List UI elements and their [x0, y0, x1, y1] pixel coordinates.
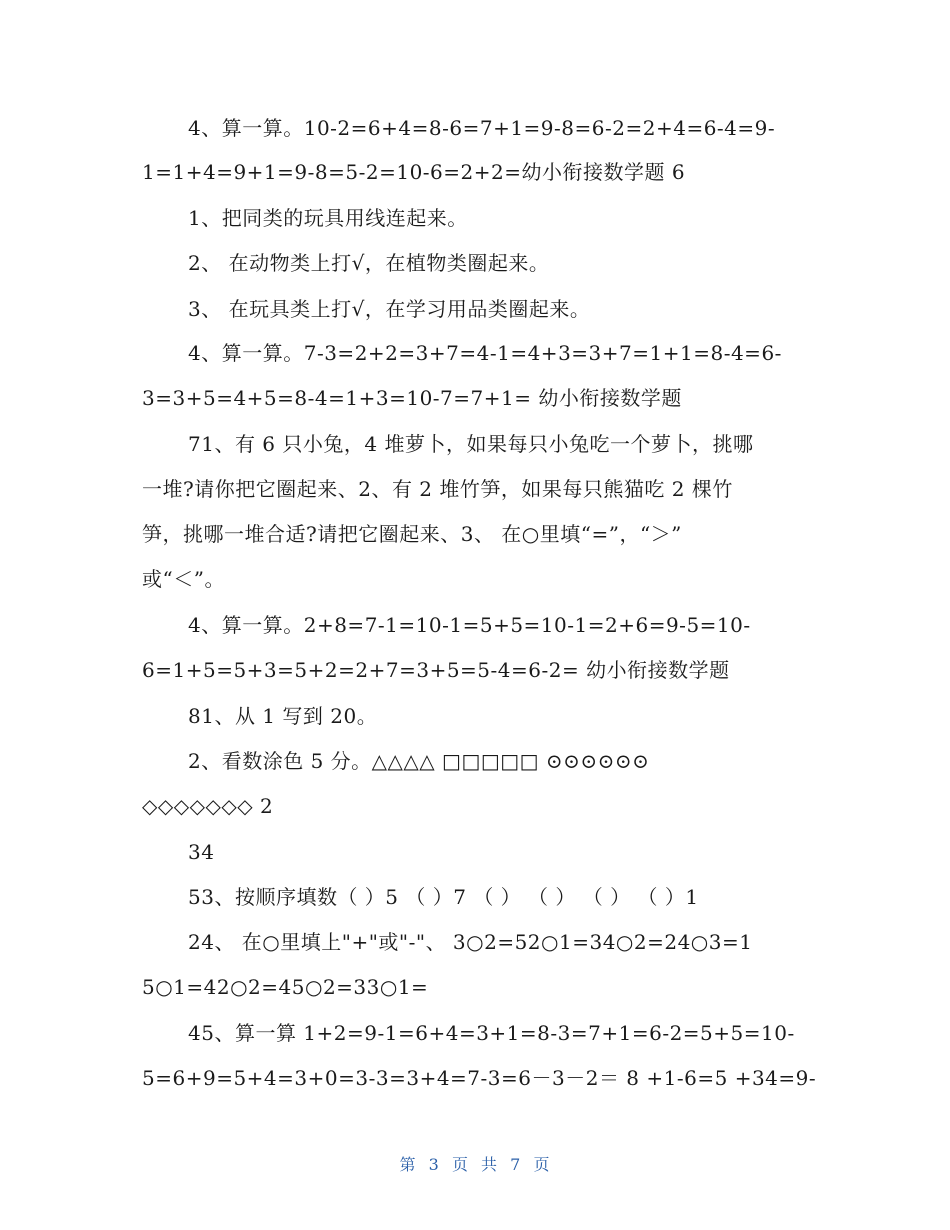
text-line: 5=6+9=5+4=3+0=3-3=3+4=7-3=6－3－2＝ 8 +1-6=5 +34=9-: [142, 1066, 817, 1090]
text-line: 4、算一算。10-2=6+4=8-6=7+1=9-8=6-2=2+4=6-4=9-: [188, 116, 776, 140]
text-line: 53、按顺序填数（ ）5 （ ）7 （ ） （ ） （ ） （ ）1: [188, 885, 699, 909]
text-line: 4、算一算。7-3=2+2=3+7=4-1=4+3=3+7=1+1=8-4=6-: [188, 341, 782, 365]
page-footer: [0, 1152, 950, 1175]
footer-total-label: 共: [481, 1155, 499, 1174]
text-line: 3=3+5=4+5=8-4=1+3=10-7=7+1= 幼小衔接数学题: [142, 386, 682, 410]
text-line: 5○1=42○2=45○2=33○1=: [142, 975, 429, 999]
text-line: 6=1+5=5+3=5+2=2+7=3+5=5-4=6-2= 幼小衔接数学题: [142, 658, 730, 682]
footer-current-page: 3: [428, 1155, 440, 1174]
text-line: 3、 在玩具类上打√，在学习用品类圈起来。: [188, 297, 591, 321]
text-line: 4、算一算。2+8=7-1=10-1=5+5=10-1=2+6=9-5=10-: [188, 613, 751, 637]
text-line: 2、 在动物类上打√，在植物类圈起来。: [188, 251, 550, 275]
text-line: 1=1+4=9+1=9-8=5-2=10-6=2+2=幼小衔接数学题 6: [142, 160, 686, 184]
text-line: 2、看数涂色 5 分。△△△△ □□□□□ ⊙⊙⊙⊙⊙⊙: [188, 749, 650, 773]
footer-total-pages: 7: [510, 1155, 522, 1174]
footer-suffix: 页: [533, 1155, 551, 1174]
text-line: 34: [188, 840, 215, 864]
text-line: 71、有 6 只小兔，4 堆萝卜，如果每只小兔吃一个萝卜，挑哪: [188, 432, 754, 456]
text-line: 笋，挑哪一堆合适?请把它圈起来、3、 在○里填“=”，“＞”: [142, 522, 682, 546]
text-line: 45、算一算 1+2=9-1=6+4=3+1=8-3=7+1=6-2=5+5=10-: [188, 1021, 795, 1045]
text-line: 一堆?请你把它圈起来、2、有 2 堆竹笋，如果每只熊猫吃 2 棵竹: [142, 477, 733, 501]
text-line: 1、把同类的玩具用线连起来。: [188, 206, 468, 230]
text-line: 24、 在○里填上"+"或"-"、 3○2=52○1=34○2=24○3=1: [188, 930, 753, 954]
footer-prefix: 第: [399, 1155, 417, 1174]
text-line: ◇◇◇◇◇◇◇ 2: [142, 794, 274, 818]
text-line: 或“＜”。: [142, 567, 225, 591]
text-line: 81、从 1 写到 20。: [188, 704, 378, 728]
footer-page-label: 页: [451, 1155, 469, 1174]
